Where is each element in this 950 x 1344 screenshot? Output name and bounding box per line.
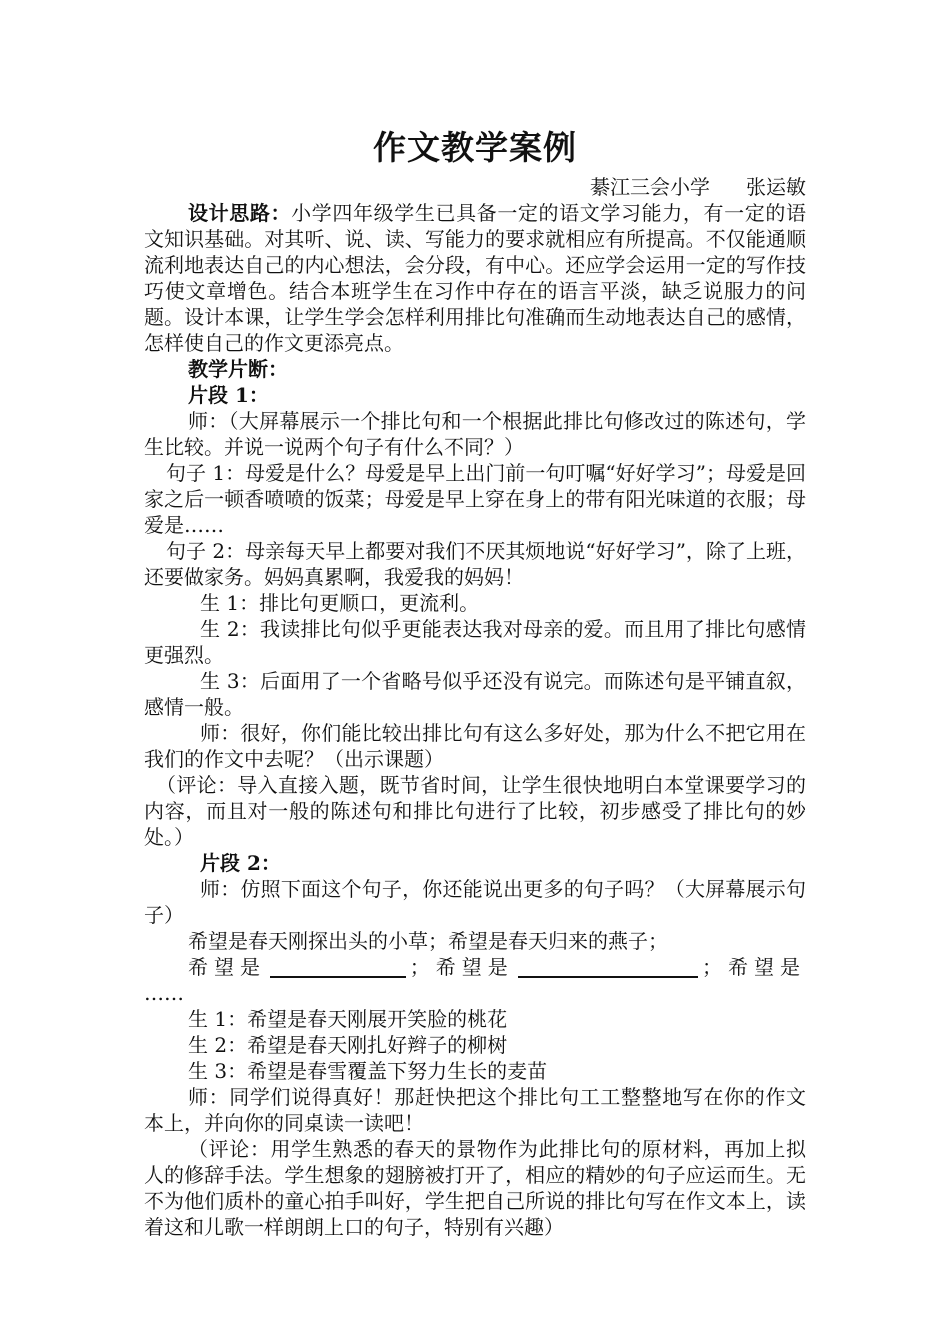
design-paragraph bbox=[144, 200, 806, 356]
segment1-sentence-2: 句子 2：母亲每天早上都要对我们不厌其烦地说“好好学习”，除了上班，还要做家务。妈妈真累啊，我爱我的妈妈！ bbox=[144, 539, 806, 589]
segment2-fill-blank bbox=[144, 954, 806, 1006]
byline-school: 綦江三会小学 bbox=[590, 175, 710, 199]
segment2-example: 希望是春天刚探出头的小草；希望是春天归来的燕子； bbox=[188, 929, 668, 953]
blank-prefix: 希望是 bbox=[188, 955, 266, 979]
segment2-comment: （评论：用学生熟悉的春天的景物作为此排比句的原材料，再加上拟人的修辞手法。学生想象的翅膀被打开了，相应的精妙的句子应运而生。无不为他们质朴的童心拍手叫好，学生把自己所说的排比句写在作文本上，读着这和儿歌一样朗朗上口的句子，特别有兴趣） bbox=[144, 1137, 806, 1239]
segment2-student-2: 生 2：希望是春天刚扎好辫子的柳树 bbox=[188, 1033, 508, 1057]
segment1-sentence-1: 句子 1：母爱是什么？母爱是早上出门前一句叮嘱“好好学习”；母爱是回家之后一顿香喷喷的饭菜；母爱是早上穿在身上的带有阳光味道的衣服；母爱是…… bbox=[144, 461, 806, 537]
blank-line-1 bbox=[270, 956, 406, 978]
segment1-teacher-1: 师：（大屏幕展示一个排比句和一个根据此排比句修改过的陈述句，学生比较。并说一说两个句子有什么不同？） bbox=[144, 409, 806, 459]
segment2-teacher-2: 师：同学们说得真好！那赶快把这个排比句工工整整地写在你的作文本上，并向你的同桌读一读吧！ bbox=[144, 1085, 806, 1135]
design-label: 设计思路： bbox=[188, 201, 292, 225]
segment2-teacher-1: 师：仿照下面这个句子，你还能说出更多的句子吗？（大屏幕展示句子） bbox=[144, 877, 806, 927]
segment1-comment: （评论：导入直接入题，既节省时间，让学生很快地明白本堂课要学习的内容，而且对一般的陈述句和排比句进行了比较，初步感受了排比句的妙处。） bbox=[144, 773, 806, 849]
blank-ellipsis: …… bbox=[144, 981, 184, 1005]
design-text: 小学四年级学生已具备一定的语文学习能力，有一定的语文知识基础。对其听、说、读、写能力的要求就相应有所提高。不仅能通顺流利地表达自己的内心想法，会分段，有中心。还应学会运用一定的写作技巧使文章增色。结合本班学生在习作中存在的语言平淡，缺乏说服力的问题。设计本课，让学生学会怎样利用排比句准确而生动地表达自己的感情，怎样使自己的作文更添亮点。 bbox=[144, 201, 807, 355]
segment1-student-2: 生 2：我读排比句似乎更能表达我对母亲的爱。而且用了排比句感情更强烈。 bbox=[144, 617, 806, 667]
segment1-student-3: 生 3：后面用了一个省略号似乎还没有说完。而陈述句是平铺直叙，感情一般。 bbox=[144, 669, 806, 719]
segment2-heading: 片段 2： bbox=[200, 851, 281, 875]
byline bbox=[144, 174, 806, 200]
blank-separator-1: ；希望是 bbox=[409, 955, 514, 979]
segment1-teacher-2: 师：很好，你们能比较出排比句有这么多好处，那为什么不把它用在我们的作文中去呢？（出示课题） bbox=[144, 721, 806, 771]
segment1-heading: 片段 1： bbox=[188, 383, 269, 407]
segment1-student-1: 生 1：排比句更顺口，更流利。 bbox=[200, 591, 480, 615]
blank-line-2 bbox=[518, 956, 698, 978]
byline-author: 张运敏 bbox=[746, 175, 806, 199]
fragments-heading: 教学片断： bbox=[188, 357, 288, 381]
document-body bbox=[144, 126, 806, 1240]
segment2-student-1: 生 1：希望是春天刚展开笑脸的桃花 bbox=[188, 1007, 508, 1031]
segment2-student-3: 生 3：希望是春雪覆盖下努力生长的麦苗 bbox=[188, 1059, 548, 1083]
blank-separator-2: ；希望是 bbox=[702, 955, 806, 979]
page-title: 作文教学案例 bbox=[373, 128, 577, 167]
